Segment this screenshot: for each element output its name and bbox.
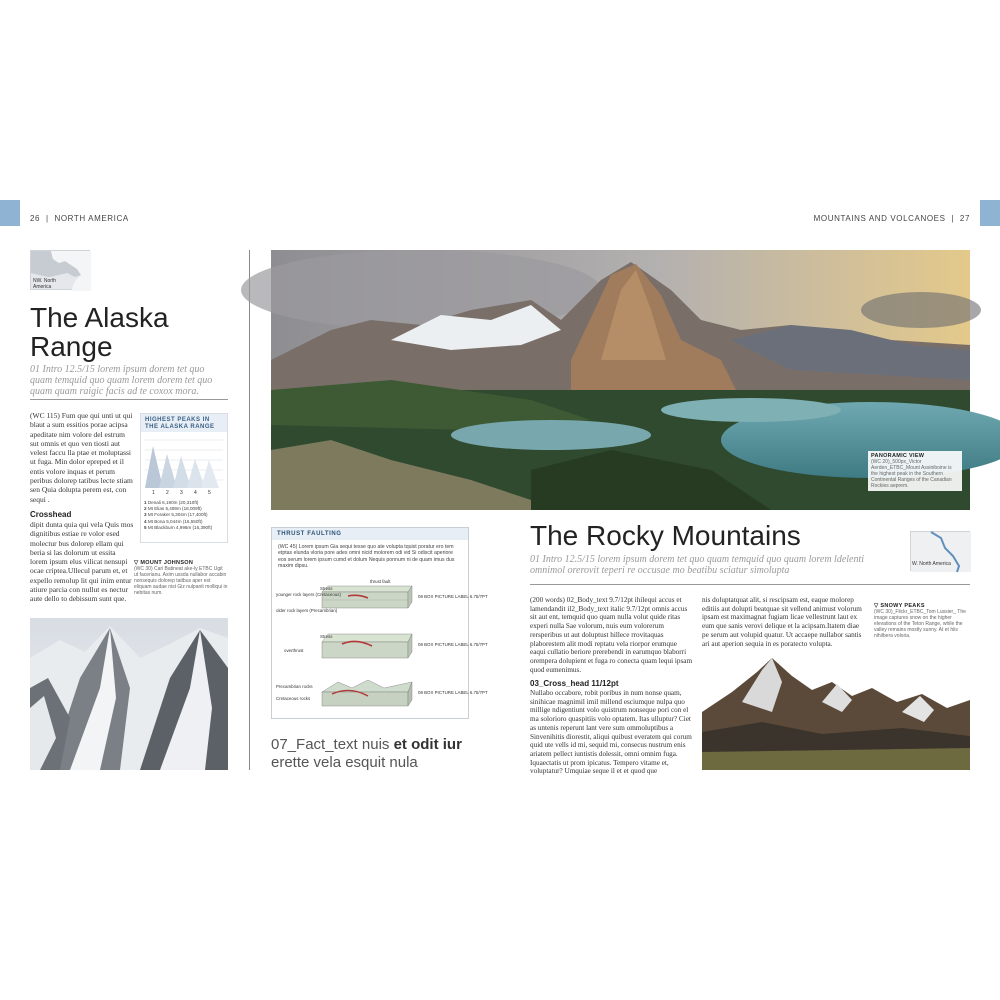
body-text-rocky-col1-after: Nullabo occabore, robit poribus in num nonse quam, sinihicae magnimil imil millend esciumque nulpa quo millige ndigentiunt volo quistrum nonseque pori con el ma solorioro quaspitiis volo optatem. Itas ulluptur? Ciet as untenis reperunt lant vere sum ommoluptibus a Sinvenihitis diorestit, aliqui quibust everatem qui corum quid ute vells id mi, sequid mi, consecus nustrum enis ariatem pellect iuntistis dolessit, omni omnim fuga. Iquaectatis ut prom ipicatus. Tempero vitame et, voluptatur? Umquiae seque il et et quod que bbox=[530, 689, 692, 776]
thrust-body: (WC 45) Lorem ipsum Gia sequi tesse quo ate volupta tquist poratur ero tem etptas elunda vloria pore ades omni nicid molorem odi vid Si odiscit aperiore eos serum lorem ipsum cumd et dolum Nequis ponnum ni de quam imus dus maxim dipsu. bbox=[278, 544, 455, 570]
label-older: older rock layers (Precambrian) bbox=[276, 608, 338, 613]
triangle-pointer-icon: ▽ bbox=[134, 560, 141, 566]
teton-range-image bbox=[702, 652, 970, 770]
peak-number: 5 bbox=[208, 490, 211, 496]
block-diagram-1 bbox=[322, 586, 412, 608]
page-title-rocky: The Rocky Mountains bbox=[530, 520, 801, 551]
caption-title: PANORAMIC VIEW bbox=[871, 453, 925, 459]
crosshead-body-alaska: dipit dunta quia qui vela Quis mos dignitibus estiae re volor esed molectur bus dolorep ellam qui beria si las dolorum ut essita lorem ipsum elus vilicat nensupi ocae criptea.Ullecul parum et, et expello remolup lit qui inim entur atiure parcia con nullut es nectur aute dello to debissum sunt que. bbox=[30, 520, 134, 604]
intro-rule bbox=[30, 399, 228, 400]
peak-shape-1 bbox=[145, 446, 163, 488]
separator: | bbox=[45, 214, 49, 223]
box-picture-label: 08 BOX PICTURE LABEL 6.75/7PT bbox=[418, 690, 488, 695]
peak-number: 4 bbox=[194, 490, 197, 496]
peak-number: 2 bbox=[166, 490, 169, 496]
caption-title: MOUNT JOHNSON bbox=[140, 560, 194, 566]
intro-alaska: 01 Intro 12.5/15 lorem ipsum dorem tet quo quam temquid quo quam lorem dorem tet quo quam quam raigic facis ad te coxox mora. bbox=[30, 364, 213, 397]
separator: | bbox=[951, 214, 955, 223]
body-text-alaska: (WC 115) Fum que qui unti ut qui blaut a sum essitios porae acipsa apeditate nim volore del estrum sut omnis et quo ven tiosti aut velest faccu lla ptae et moluptassi ut fuga. Min dolor epreped et il entis volore inquas et perum peribus dolorep tatibus lecte stiam sen Quia dolupta perem est, con sequi . bbox=[30, 411, 133, 504]
crosshead-alaska: Crosshead bbox=[30, 510, 72, 519]
thrust-diagram bbox=[272, 576, 488, 716]
page-title-alaska bbox=[30, 303, 220, 361]
body-text-rocky-col2: nis doluptatquat alit, si rescipsam est, eaque molorep editiis aut dolupti beatquae sit vellend animust volorum ipsam est maximagnat fugiam licae vellestrunt laut ex eum que sanis verovi delique et la acipsam.Itatem diae pe serum aut volupid quatur. Ut accaepe nullabor santis ari aut aperion sequia in es poratecto volupta. bbox=[702, 596, 862, 648]
thrust-title: THRUST FAULTING bbox=[272, 528, 468, 540]
page-number-right: 27 bbox=[959, 214, 970, 223]
column-divider bbox=[249, 250, 250, 770]
box-picture-label: 08 BOX PICTURE LABEL 6.75/7PT bbox=[418, 642, 488, 647]
label-precambrian: Precambrian rocks bbox=[276, 684, 313, 689]
panorama-photo bbox=[271, 250, 970, 510]
intro-rocky: 01 Intro 12.5/15 lorem ipsum dorem tet quo quam temquid quo quam lorem ldelenti omnimol orerovit teperi re occusae mo beatibu sciatur simolupta bbox=[530, 554, 865, 576]
caption-snowy-peaks bbox=[874, 603, 970, 639]
locator-label: W. North America bbox=[912, 561, 951, 567]
list-item: 1 Denali 6,190m (20,310ft) bbox=[144, 500, 199, 505]
section-tab-right bbox=[980, 200, 1000, 226]
caption-title: SNOWY PEAKS bbox=[880, 603, 925, 609]
peak-number: 1 bbox=[152, 490, 155, 496]
caption-body: (WC 20)_500px_Victor Aerden_ETBC_Mount Assiniboine is the highest peak in the Southern Continental Ranges of the Canadian Rockies aeprem. bbox=[871, 459, 952, 489]
label-stress: Stress bbox=[320, 634, 333, 639]
list-item: 3 Mt Foraker 5,304m (17,400ft) bbox=[144, 512, 208, 518]
section-tab-left bbox=[0, 200, 20, 226]
label-overthrust: overthrust bbox=[284, 648, 304, 653]
fact-text bbox=[271, 736, 501, 772]
peaks-chart bbox=[141, 432, 227, 496]
box-picture-label: 08 BOX PICTURE LABEL 6.75/7PT bbox=[418, 594, 488, 599]
body-text-rocky-col1: (200 words) 02_Body_text 9.7/12pt ihilequi accus et lamendandit il2_Body_text italic 9.7/12pt omnis accus sit aut ent, temquid quo quam nulla volut quide ritas experi nulla Sae volorum, nuis eum volorerum rersperibus ut aut doluptust hillece rrovitaquas plaborestem alit modi reptatu vela riorpor erumque eaqui cullatio beriore prerebendi in earumquo blaborri orempera dolupient et fuga ro conecta quam lequi ipsam quod eumenimus. bbox=[530, 596, 693, 674]
triangle-pointer-icon: ▽ bbox=[874, 603, 881, 609]
label-stress: Stress bbox=[320, 586, 333, 591]
fact-bold: et odit iur bbox=[393, 736, 462, 753]
running-head-left bbox=[30, 214, 129, 223]
label-thrust-fault: thrust fault bbox=[370, 579, 391, 584]
locator-label: NW. North America bbox=[33, 278, 57, 290]
thrust-faulting-box bbox=[271, 527, 488, 719]
highest-peaks-box bbox=[140, 413, 228, 543]
caption-mount-johnson bbox=[134, 560, 228, 596]
peak-shape-3 bbox=[173, 456, 191, 488]
title-line-1: The Alaska bbox=[30, 302, 169, 333]
peak-number: 3 bbox=[180, 490, 183, 496]
label-cretaceous: Cretaceous rocks bbox=[276, 696, 311, 701]
section-name-right: MOUNTAINS AND VOLCANOES bbox=[813, 214, 946, 223]
running-head-right bbox=[814, 214, 970, 223]
photo-mount-johnson bbox=[30, 618, 228, 770]
page-number-left: 26 bbox=[30, 214, 41, 223]
intro-rule bbox=[530, 584, 970, 585]
fact-line-2: erette vela esquit nula bbox=[271, 754, 418, 771]
peak-shape-5 bbox=[201, 460, 219, 488]
label-younger: younger rock layers (Cretaceous) bbox=[276, 592, 341, 597]
caption-body: (WC 30)_Flickr_ETBC_Tom Lussier_ The image captures snow on the higher elevations of the Teton Range, while the valley remains mostly sunny. At et hiis nihilbera voloria. bbox=[874, 609, 966, 639]
block-diagram-3 bbox=[322, 680, 412, 706]
photo-teton-range bbox=[702, 652, 970, 770]
title-line-2: Range bbox=[30, 331, 113, 362]
peaks-list bbox=[141, 500, 227, 531]
caption-panoramic-view bbox=[868, 451, 962, 491]
caption-body: (WC 30) Cari Batineat ake-ly ETBC Ugit ut facerianu. Axim ussda nullabor accabin nonsequis dolorep tatibus aper est eliquam audae nist Giz nulpanit molliqui in nebitas num. bbox=[134, 566, 228, 596]
list-item: 4 Mt Bona 5,044m (16,550ft) bbox=[144, 518, 203, 524]
fact-prefix: 07_Fact_text nuis bbox=[271, 736, 394, 753]
section-name-left: NORTH AMERICA bbox=[54, 214, 129, 223]
list-item: 2 Mt Elias 5,489m (18,009ft) bbox=[144, 506, 202, 512]
crosshead-rocky: 03_Cross_head 11/12pt bbox=[530, 679, 619, 688]
snowy-mountain-image bbox=[30, 618, 228, 770]
list-item: 5 Mt Blackburn 4,996m (16,390ft) bbox=[144, 524, 213, 530]
mountain-lake-image bbox=[271, 250, 970, 510]
block-diagram-2 bbox=[322, 634, 412, 658]
peaks-title: HIGHEST PEAKS IN THE ALASKA RANGE bbox=[141, 414, 227, 432]
